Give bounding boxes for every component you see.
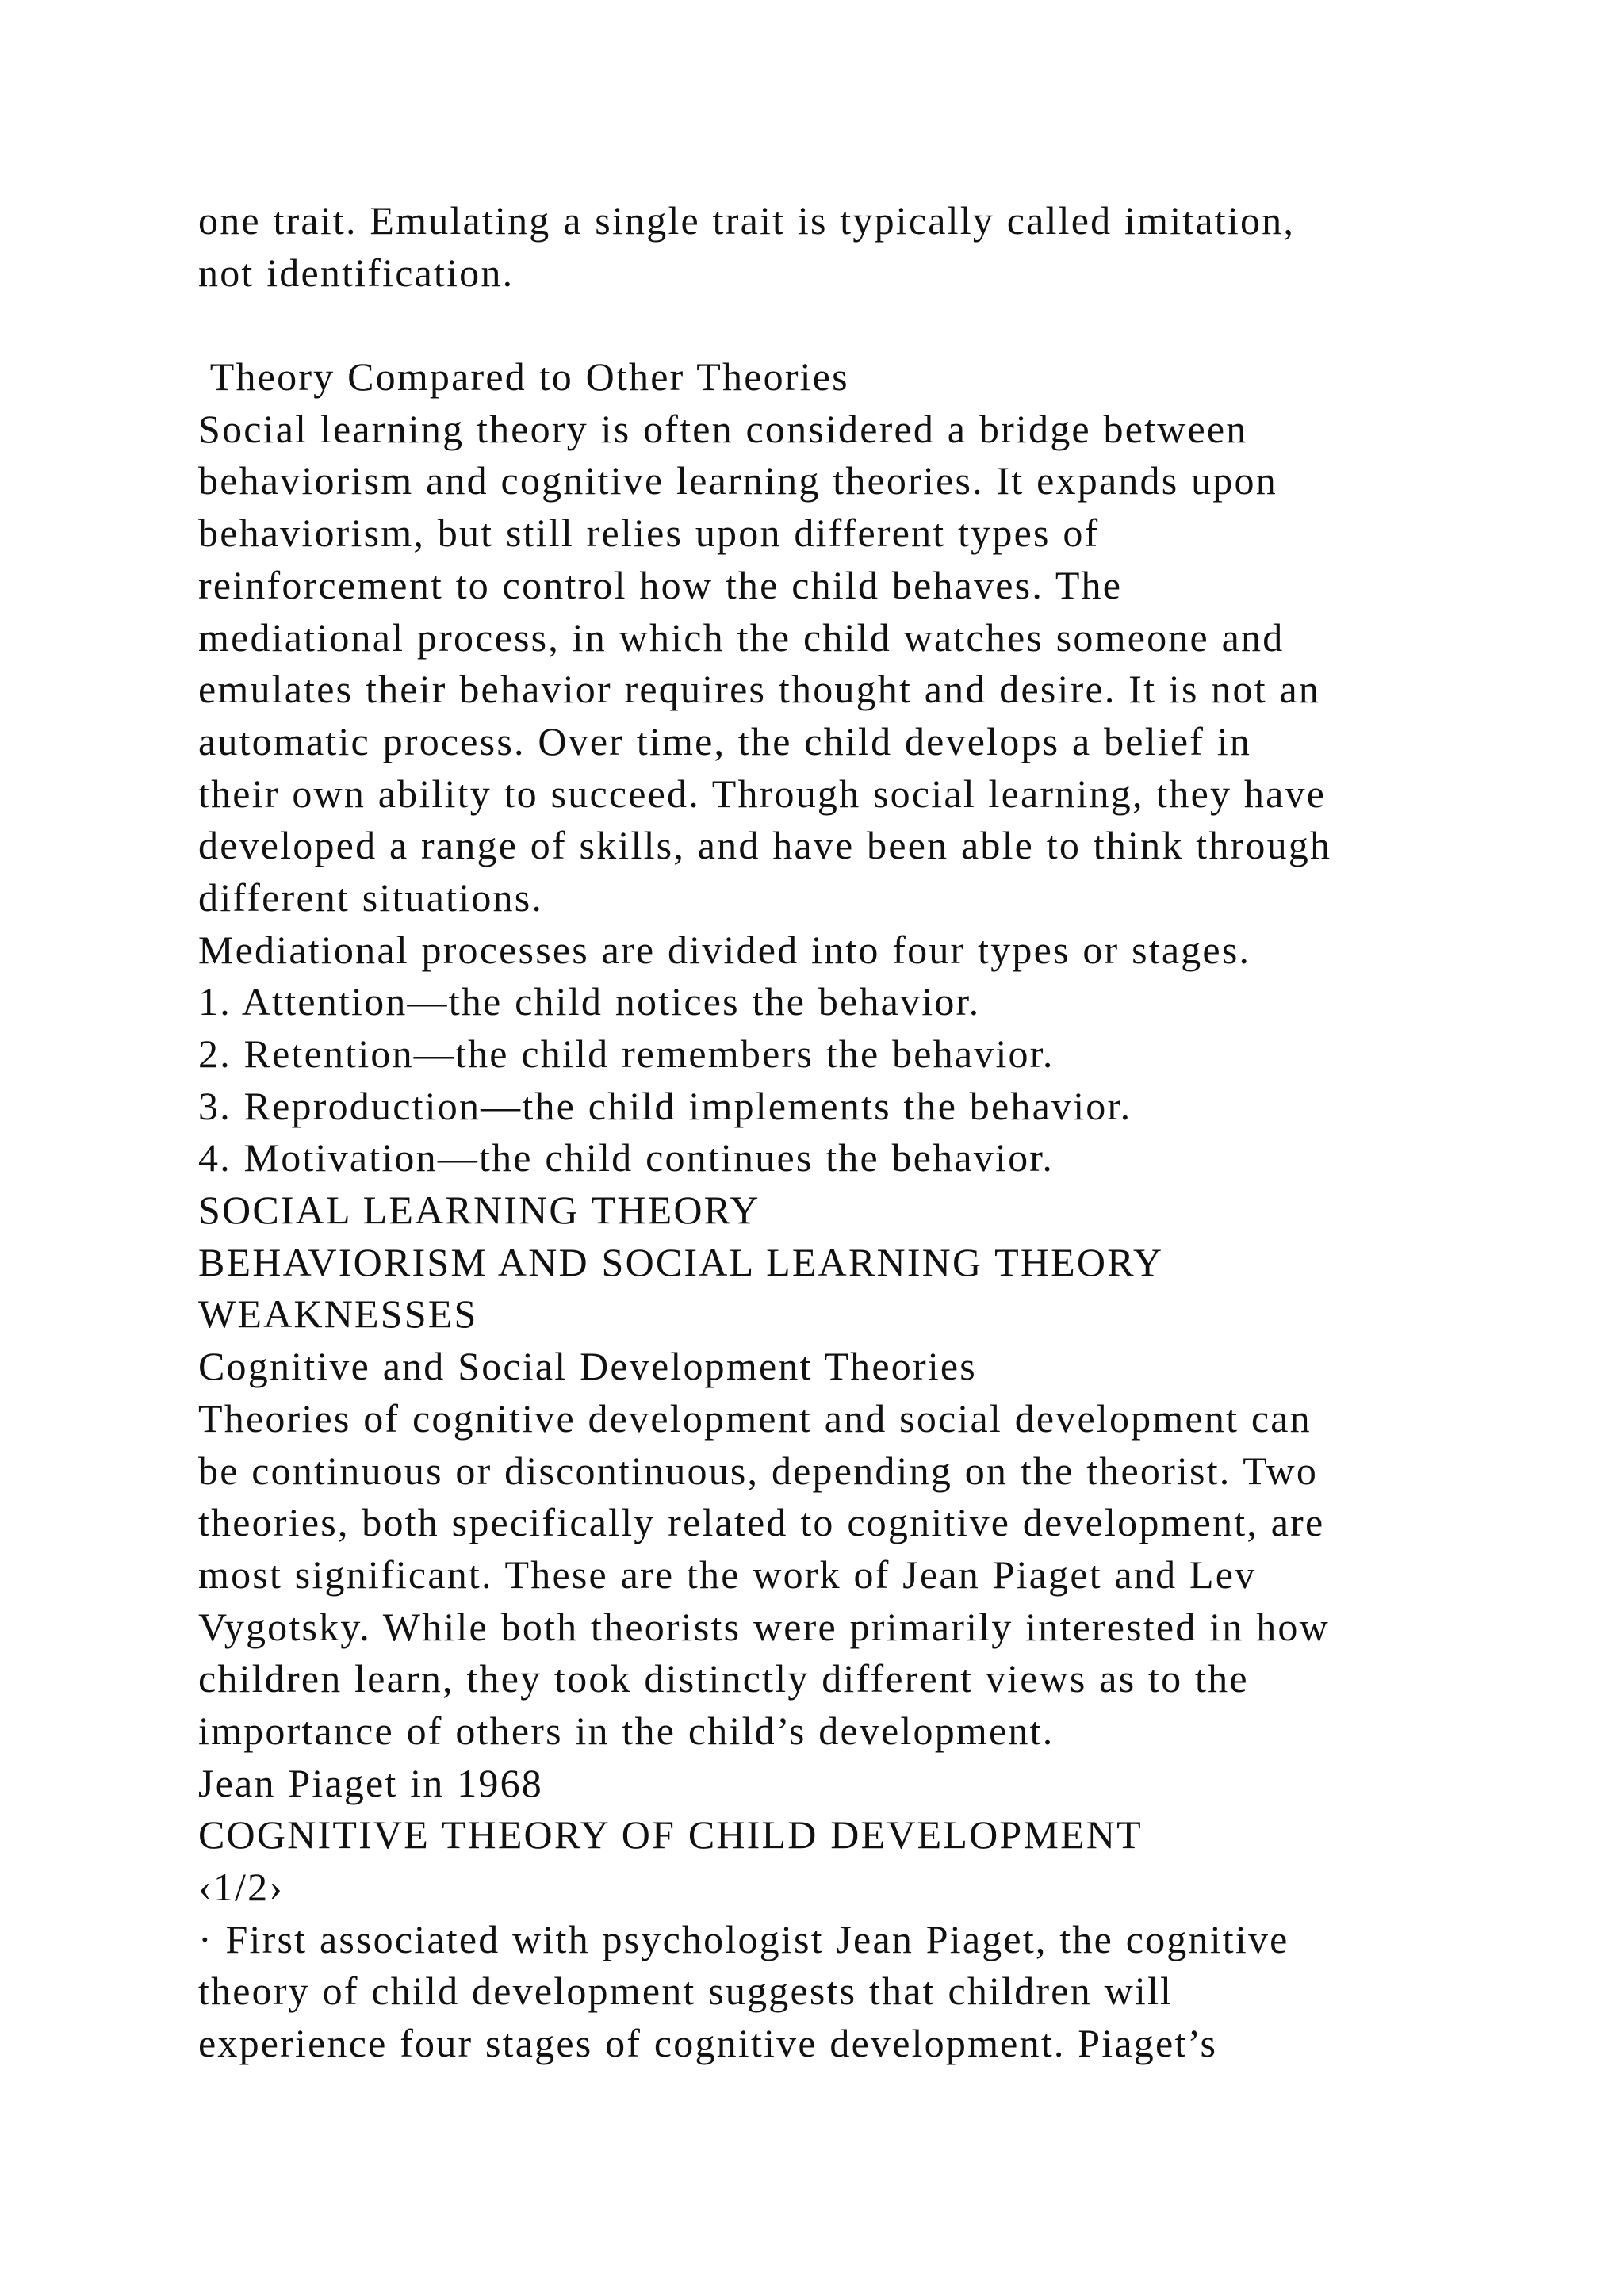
text-line: Theories of cognitive development and social development can: [198, 1395, 1312, 1441]
text-line: experience four stages of cognitive development. Piaget’s: [198, 2021, 1218, 2066]
text-line: not identification.: [198, 250, 515, 295]
text-line: most significant. These are the work of Jean Piaget and Lev: [198, 1552, 1257, 1597]
text-line: Mediational processes are divided into four types or stages.: [198, 927, 1251, 972]
text-line: Social learning theory is often considered a bridge between: [198, 406, 1248, 451]
text-line: behaviorism and cognitive learning theories. It expands upon: [198, 458, 1277, 503]
heading-line: COGNITIVE THEORY OF CHILD DEVELOPMENT: [198, 1812, 1143, 1858]
list-item: 2. Retention—the child remembers the behavior.: [198, 1031, 1055, 1076]
text-line: emulates their behavior requires thought and desire. It is not an: [198, 667, 1321, 712]
caption-line: Jean Piaget in 1968: [198, 1760, 544, 1805]
heading-line: WEAKNESSES: [198, 1292, 478, 1337]
text-line: behaviorism, but still relies upon different types of: [198, 511, 1100, 556]
text-line: automatic process. Over time, the child develops a belief in: [198, 718, 1252, 763]
document-text-block: [198, 195, 1546, 2070]
text-line: their own ability to succeed. Through social learning, they have: [198, 771, 1327, 816]
text-line: importance of others in the child’s development.: [198, 1708, 1055, 1753]
text-line: developed a range of skills, and have been able to think through: [198, 823, 1332, 868]
text-line: theories, both specifically related to cognitive development, are: [198, 1500, 1325, 1545]
list-item: 1. Attention—the child notices the behavior.: [198, 979, 981, 1024]
list-item: 4. Motivation—the child continues the behavior.: [198, 1135, 1055, 1181]
blank-line: [198, 299, 1546, 351]
text-line: theory of child development suggests that children will: [198, 1969, 1174, 2014]
page-indicator: ‹1/2›: [198, 1865, 285, 1909]
list-item: 3. Reproduction—the child implements the behavior.: [198, 1083, 1132, 1128]
text-line: mediational process, in which the child watches someone and: [198, 614, 1285, 660]
section-heading: Theory Compared to Other Theories: [198, 354, 849, 400]
section-heading: Cognitive and Social Development Theories: [198, 1344, 977, 1389]
heading-line: BEHAVIORISM AND SOCIAL LEARNING THEORY: [198, 1239, 1164, 1284]
text-line: reinforcement to control how the child behaves. The: [198, 562, 1123, 607]
text-line: children learn, they took distinctly different views as to the: [198, 1656, 1249, 1701]
text-line: Vygotsky. While both theorists were primarily interested in how: [198, 1604, 1330, 1649]
text-line: different situations.: [198, 874, 544, 920]
text-line: be continuous or discontinuous, depending on the theorist. Two: [198, 1448, 1319, 1493]
bullet-item: · First associated with psychologist Jean Piaget, the cognitive: [198, 1916, 1289, 1961]
heading-line: SOCIAL LEARNING THEORY: [198, 1188, 760, 1233]
text-line: one trait. Emulating a single trait is typically called imitation,: [198, 198, 1296, 243]
